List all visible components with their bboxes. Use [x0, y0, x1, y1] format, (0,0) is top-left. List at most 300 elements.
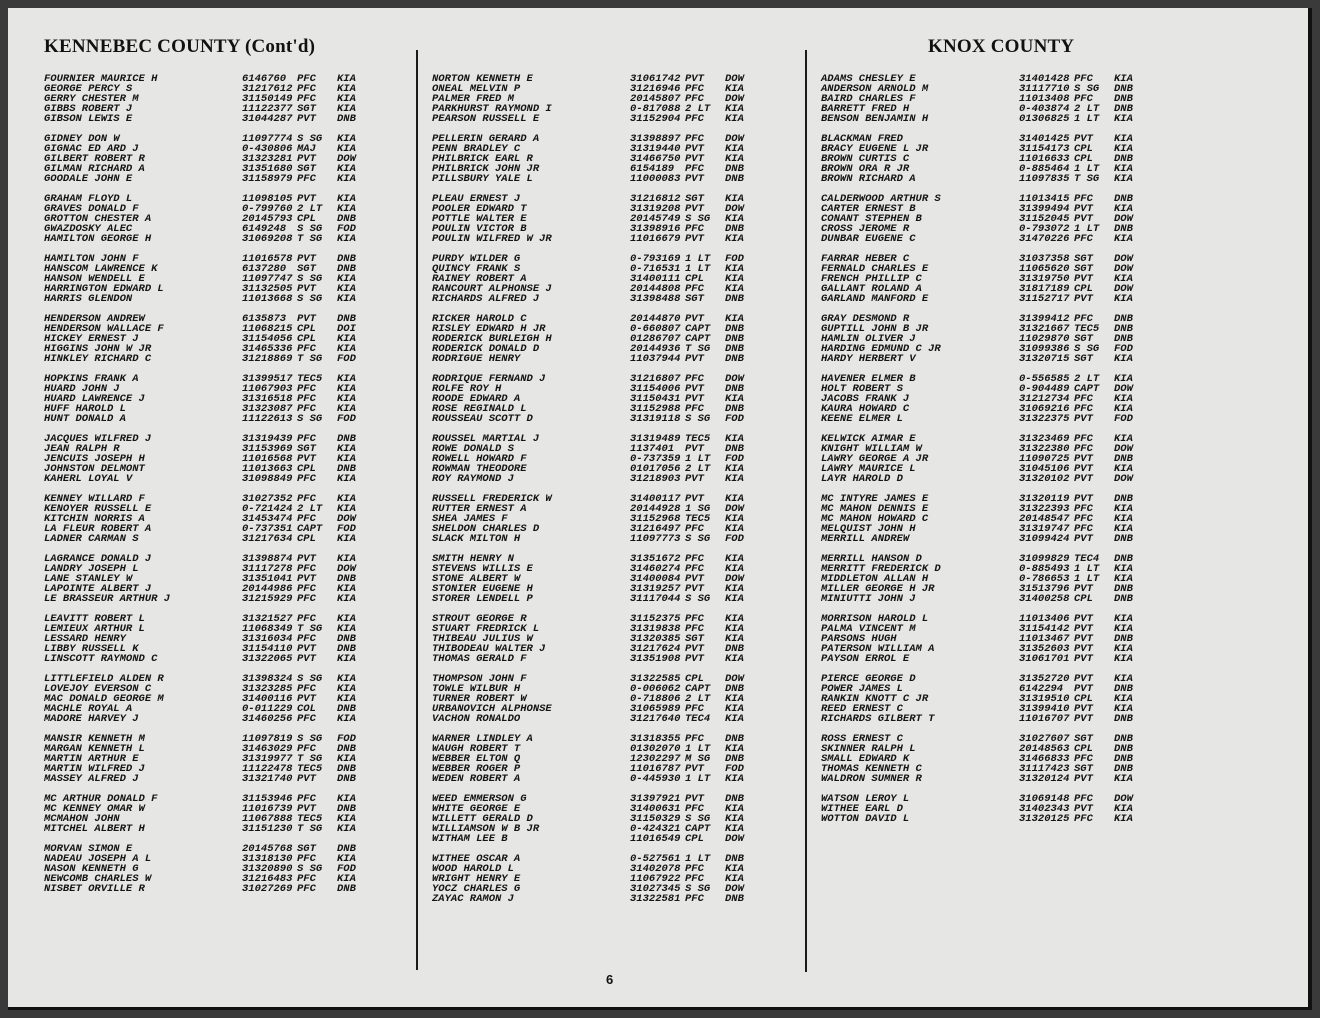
service-number: 31322393	[1019, 503, 1070, 515]
service-number: 0-718806	[630, 693, 681, 705]
roster-entry	[821, 774, 1181, 784]
soldier-name: JENCUIS JOSEPH H	[44, 453, 145, 465]
casualty-type: FOD	[725, 253, 744, 265]
soldier-name: HOPKINS FRANK A	[44, 373, 139, 385]
rank: PFC	[685, 283, 704, 295]
soldier-name: STONIER EUGENE H	[432, 583, 533, 595]
rank: 2 LT	[685, 463, 711, 475]
service-number: 31321740	[242, 773, 293, 785]
soldier-name: LINSCOTT RAYMOND C	[44, 653, 158, 665]
service-number: 31400117	[630, 493, 681, 505]
soldier-name: KAHERL LOYAL V	[44, 473, 133, 485]
service-number: 31152045	[1019, 213, 1070, 225]
service-number: 11067922	[630, 873, 681, 885]
casualty-type: KIA	[337, 453, 356, 465]
soldier-name: BRACY EUGENE L JR	[821, 143, 929, 155]
rank: PFC	[685, 403, 704, 415]
service-number: 31152968	[630, 513, 681, 525]
casualty-type: KIA	[337, 343, 356, 355]
soldier-name: PALMA VINCENT M	[821, 623, 916, 635]
casualty-type: DNB	[725, 293, 744, 305]
casualty-type: KIA	[1114, 773, 1133, 785]
roster-group	[821, 194, 1181, 244]
rank: PFC	[297, 473, 316, 485]
service-number: 01302070	[630, 743, 681, 755]
casualty-type: DNB	[725, 683, 744, 695]
soldier-name: HANSON WENDELL E	[44, 273, 145, 285]
casualty-type: DOW	[337, 563, 356, 575]
casualty-type: DNB	[337, 773, 356, 785]
service-number: 31217624	[630, 643, 681, 655]
soldier-name: HAMILTON GEORGE H	[44, 233, 152, 245]
soldier-name: JEAN RALPH R	[44, 443, 120, 455]
rank: SGT	[685, 193, 704, 205]
rank: PVT	[1074, 643, 1093, 655]
soldier-name: GILMAN RICHARD A	[44, 163, 145, 175]
rank: PFC	[297, 873, 316, 885]
service-number: 31322065	[242, 653, 293, 665]
soldier-name: WATSON LEROY L	[821, 793, 910, 805]
service-number: 11067888	[242, 813, 293, 825]
service-number: 31320124	[1019, 773, 1070, 785]
service-number: 31398488	[630, 293, 681, 305]
soldier-name: HUNT DONALD A	[44, 413, 126, 425]
soldier-name: HOLT ROBERT S	[821, 383, 903, 395]
soldier-name: LADNER CARMAN S	[44, 533, 139, 545]
service-number: 6142294	[1019, 683, 1064, 695]
service-number: 20144870	[630, 313, 681, 325]
roster-group	[44, 434, 404, 484]
service-number: 31351041	[242, 573, 293, 585]
casualty-type: KIA	[337, 143, 356, 155]
roster-group	[44, 314, 404, 364]
service-number: 01017056	[630, 463, 681, 475]
service-number: 11016739	[242, 803, 293, 815]
service-number: 31320125	[1019, 813, 1070, 825]
soldier-name: KENNEY WILLARD F	[44, 493, 145, 505]
soldier-name: STORER LENDELL P	[432, 593, 533, 605]
rank: M SG	[685, 753, 711, 765]
rank: PVT	[1074, 683, 1093, 695]
service-number: 11098105	[242, 193, 293, 205]
soldier-name: LE BRASSEUR ARTHUR J	[44, 593, 171, 605]
rank: 1 LT	[685, 253, 711, 265]
soldier-name: SKINNER RALPH L	[821, 743, 916, 755]
casualty-type: DNB	[1114, 593, 1133, 605]
casualty-type: KIA	[337, 673, 356, 685]
casualty-type: DNB	[337, 703, 356, 715]
column-divider-left	[416, 50, 418, 970]
casualty-type: DNB	[1114, 753, 1133, 765]
service-number: 31319439	[242, 433, 293, 445]
soldier-name: PEARSON RUSSELL E	[432, 113, 540, 125]
soldier-name: CONANT STEPHEN B	[821, 213, 922, 225]
service-number: 20145749	[630, 213, 681, 225]
roster-column-2	[432, 74, 792, 914]
soldier-name: BLACKMAN FRED	[821, 133, 903, 145]
casualty-type: KIA	[337, 173, 356, 185]
casualty-type: KIA	[725, 153, 744, 165]
rank: S SG	[297, 293, 323, 305]
casualty-type: DOW	[725, 203, 744, 215]
soldier-name: BENSON BENJAMIN H	[821, 113, 929, 125]
casualty-type: KIA	[725, 473, 744, 485]
rank: PVT	[685, 173, 704, 185]
casualty-type: KIA	[1114, 403, 1133, 415]
casualty-type: KIA	[725, 433, 744, 445]
service-number: 31045106	[1019, 463, 1070, 475]
roster-page	[8, 8, 1312, 1010]
casualty-type: KIA	[337, 273, 356, 285]
casualty-type: DNB	[337, 463, 356, 475]
soldier-name: NEWCOMB CHARLES W	[44, 873, 152, 885]
soldier-name: FARRAR HEBER C	[821, 253, 910, 265]
service-number: 0-424321	[630, 823, 681, 835]
soldier-name: TOWLE WILBUR H	[432, 683, 521, 695]
roster-group	[821, 554, 1181, 604]
service-number: 11065620	[1019, 263, 1070, 275]
service-number: 6149248	[242, 223, 287, 235]
roster-entry	[432, 774, 792, 784]
soldier-name: KITCHIN NORRIS A	[44, 513, 145, 525]
soldier-name: CROSS JEROME R	[821, 223, 910, 235]
casualty-type: DNB	[725, 443, 744, 455]
rank: PFC	[1074, 503, 1093, 515]
service-number: 11016549	[630, 833, 681, 845]
casualty-type: KIA	[337, 873, 356, 885]
casualty-type: KIA	[725, 263, 744, 275]
service-number: 12302297	[630, 753, 681, 765]
rank: PVT	[685, 573, 704, 585]
service-number: 11013408	[1019, 93, 1070, 105]
soldier-name: LIBBY RUSSELL K	[44, 643, 139, 655]
service-number: 31398874	[242, 553, 293, 565]
casualty-type: KIA	[725, 743, 744, 755]
roster-group	[432, 434, 792, 484]
casualty-type: DNB	[725, 343, 744, 355]
service-number: 11016578	[242, 253, 293, 265]
service-number: 31216807	[630, 373, 681, 385]
soldier-name: LAWRY MAURICE L	[821, 463, 916, 475]
roster-group	[44, 134, 404, 184]
roster-entry	[821, 114, 1181, 124]
rank: PVT	[685, 313, 704, 325]
casualty-type: DNB	[725, 173, 744, 185]
rank: PFC	[1074, 753, 1093, 765]
soldier-name: LANE STANLEY W	[44, 573, 133, 585]
soldier-name: STONE ALBERT W	[432, 573, 521, 585]
service-number: 31398897	[630, 133, 681, 145]
casualty-type: KIA	[725, 653, 744, 665]
soldier-name: RICKER HAROLD C	[432, 313, 527, 325]
roster-entry	[44, 354, 404, 364]
rank: 1 LT	[1074, 163, 1100, 175]
casualty-type: KIA	[725, 703, 744, 715]
casualty-type: KIA	[337, 93, 356, 105]
soldier-name: LA FLEUR ROBERT A	[44, 523, 152, 535]
service-number: 31027269	[242, 883, 293, 895]
rank: PVT	[685, 153, 704, 165]
casualty-type: KIA	[1114, 133, 1133, 145]
casualty-type: KIA	[725, 563, 744, 575]
soldier-name: NADEAU JOSEPH A L	[44, 853, 152, 865]
casualty-type: KIA	[725, 613, 744, 625]
rank: S SG	[297, 223, 323, 235]
service-number: 11016787	[630, 763, 681, 775]
soldier-name: THOMAS GERALD F	[432, 653, 527, 665]
soldier-name: ZAYAC RAMON J	[432, 893, 514, 905]
soldier-name: ONEAL MELVIN P	[432, 83, 521, 95]
service-number: 31402078	[630, 863, 681, 875]
rank: PFC	[297, 343, 316, 355]
casualty-type: DNB	[1114, 333, 1133, 345]
rank: PVT	[1074, 413, 1093, 425]
roster-group	[44, 254, 404, 304]
rank: PVT	[685, 443, 704, 455]
roster-entry	[432, 474, 792, 484]
casualty-type: DNB	[1114, 153, 1133, 165]
roster-column-1	[44, 74, 404, 904]
rank: PFC	[685, 373, 704, 385]
casualty-type: DOI	[337, 323, 356, 335]
casualty-type: FOD	[337, 523, 356, 535]
soldier-name: WITHAM LEE B	[432, 833, 508, 845]
service-number: 0-527561	[630, 853, 681, 865]
service-number: 31150329	[630, 813, 681, 825]
service-number: 31398916	[630, 223, 681, 235]
roster-group	[821, 614, 1181, 664]
rank: PVT	[1074, 293, 1093, 305]
kennebec-county-heading: KENNEBEC COUNTY (Cont'd)	[44, 36, 316, 57]
roster-entry	[432, 414, 792, 424]
rank: T SG	[297, 353, 323, 365]
service-number: 31152375	[630, 613, 681, 625]
rank: CPL	[1074, 283, 1093, 295]
rank: PFC	[297, 403, 316, 415]
soldier-name: THOMPSON JOHN F	[432, 673, 527, 685]
casualty-type: DOW	[1114, 383, 1133, 395]
rank: SGT	[1074, 333, 1093, 345]
service-number: 31401428	[1019, 73, 1070, 85]
service-number: 31400084	[630, 573, 681, 585]
casualty-type: KIA	[337, 73, 356, 85]
casualty-type: FOD	[337, 223, 356, 235]
roster-entry	[44, 654, 404, 664]
casualty-type: KIA	[1114, 643, 1133, 655]
soldier-name: PELLERIN GERARD A	[432, 133, 540, 145]
service-number: 31153946	[242, 793, 293, 805]
casualty-type: KIA	[1114, 293, 1133, 305]
soldier-name: NISBET ORVILLE R	[44, 883, 145, 895]
rank: PFC	[297, 433, 316, 445]
soldier-name: MERRILL ANDREW	[821, 533, 910, 545]
casualty-type: KIA	[337, 553, 356, 565]
service-number: 31817189	[1019, 283, 1070, 295]
rank: PVT	[1074, 533, 1093, 545]
service-number: 0-006062	[630, 683, 681, 695]
rank: PFC	[1074, 813, 1093, 825]
roster-group	[821, 434, 1181, 484]
service-number: 31218869	[242, 353, 293, 365]
soldier-name: MASSEY ALFRED J	[44, 773, 139, 785]
soldier-name: RAINEY ROBERT A	[432, 273, 527, 285]
rank: PVT	[1074, 463, 1093, 475]
soldier-name: URBANOVICH ALPHONSE	[432, 703, 552, 715]
casualty-type: DNB	[337, 263, 356, 275]
rank: PVT	[685, 583, 704, 595]
soldier-name: RANCOURT ALPHONSE J	[432, 283, 552, 295]
casualty-type: DNB	[725, 403, 744, 415]
service-number: 11013406	[1019, 613, 1070, 625]
rank: PFC	[685, 223, 704, 235]
service-number: 11029870	[1019, 333, 1070, 345]
rank: 2 LT	[1074, 103, 1100, 115]
soldier-name: SHEA JAMES F	[432, 513, 508, 525]
rank: 1 LT	[1074, 573, 1100, 585]
service-number: 31212734	[1019, 393, 1070, 405]
soldier-name: WALDRON SUMNER R	[821, 773, 922, 785]
casualty-type: KIA	[337, 823, 356, 835]
casualty-type: DNB	[337, 113, 356, 125]
casualty-type: DOW	[1114, 213, 1133, 225]
rank: SGT	[297, 443, 316, 455]
service-number: 31117044	[630, 593, 681, 605]
casualty-type: KIA	[725, 633, 744, 645]
casualty-type: DNB	[1114, 553, 1133, 565]
service-number: 31027345	[630, 883, 681, 895]
rank: TEC5	[685, 513, 711, 525]
roster-entry	[44, 474, 404, 484]
casualty-type: DNB	[1114, 193, 1133, 205]
roster-group	[432, 374, 792, 424]
soldier-name: BAIRD CHARLES F	[821, 93, 916, 105]
rank: CPL	[685, 673, 704, 685]
soldier-name: LEAVITT ROBERT L	[44, 613, 145, 625]
soldier-name: QUINCY FRANK S	[432, 263, 521, 275]
service-number: 31132505	[242, 283, 293, 295]
rank: PVT	[1074, 803, 1093, 815]
rank: CPL	[1074, 143, 1093, 155]
soldier-name: ROWMAN THEODORE	[432, 463, 527, 475]
rank: S SG	[297, 413, 323, 425]
service-number: 31027352	[242, 493, 293, 505]
casualty-type: KIA	[725, 773, 744, 785]
rank: CPL	[297, 323, 316, 335]
casualty-type: DOW	[1114, 263, 1133, 275]
soldier-name: HARRIS GLENDON	[44, 293, 133, 305]
rank: S SG	[1074, 83, 1100, 95]
casualty-type: DNB	[725, 643, 744, 655]
soldier-name: DUNBAR EUGENE C	[821, 233, 916, 245]
soldier-name: STUART FREDRICK L	[432, 623, 540, 635]
casualty-type: DOW	[725, 73, 744, 85]
rank: CAPT	[297, 523, 323, 535]
soldier-name: RISLEY EDWARD H JR	[432, 323, 546, 335]
soldier-name: MORVAN SIMON E	[44, 843, 133, 855]
casualty-type: DNB	[725, 893, 744, 905]
soldier-name: ROSE REGINALD L	[432, 403, 527, 415]
service-number: 31320385	[630, 633, 681, 645]
service-number: 0-885464	[1019, 163, 1070, 175]
casualty-type: DNB	[1114, 83, 1133, 95]
rank: PFC	[685, 133, 704, 145]
casualty-type: KIA	[725, 233, 744, 245]
soldier-name: MARTIN WILFRED J	[44, 763, 145, 775]
casualty-type: KIA	[1114, 463, 1133, 475]
service-number: 20145793	[242, 213, 293, 225]
rank: CPL	[1074, 693, 1093, 705]
soldier-name: VACHON RONALDO	[432, 713, 521, 725]
rank: PVT	[297, 253, 316, 265]
soldier-name: LAWRY GEORGE A JR	[821, 453, 929, 465]
casualty-type: KIA	[337, 373, 356, 385]
rank: PVT	[1074, 273, 1093, 285]
rank: PVT	[1074, 633, 1093, 645]
rank: PFC	[297, 513, 316, 525]
casualty-type: KIA	[337, 163, 356, 175]
casualty-type: DNB	[725, 383, 744, 395]
soldier-name: MIDDLETON ALLAN H	[821, 573, 929, 585]
casualty-type: DOW	[725, 573, 744, 585]
rank: CAPT	[685, 323, 711, 335]
service-number: 31217612	[242, 83, 293, 95]
casualty-type: DNB	[337, 253, 356, 265]
service-number: 20144936	[630, 343, 681, 355]
service-number: 11016568	[242, 453, 293, 465]
casualty-type: KIA	[1114, 113, 1133, 125]
service-number: 31151230	[242, 823, 293, 835]
casualty-type: FOD	[1114, 343, 1133, 355]
casualty-type: FOD	[1114, 413, 1133, 425]
roster-entry	[432, 714, 792, 724]
roster-entry	[432, 354, 792, 364]
soldier-name: PALMER FRED M	[432, 93, 514, 105]
soldier-name: WHITE GEORGE E	[432, 803, 521, 815]
casualty-type: KIA	[725, 803, 744, 815]
roster-group	[432, 794, 792, 844]
roster-entry	[44, 714, 404, 724]
soldier-name: MILLER GEORGE H JR	[821, 583, 935, 595]
service-number: 31152717	[1019, 293, 1070, 305]
rank: PVT	[297, 803, 316, 815]
casualty-type: KIA	[1114, 653, 1133, 665]
service-number: 31460256	[242, 713, 293, 725]
service-number: 31099386	[1019, 343, 1070, 355]
service-number: 20148547	[1019, 513, 1070, 525]
rank: T SG	[297, 623, 323, 635]
rank: PVT	[297, 643, 316, 655]
service-number: 31322375	[1019, 413, 1070, 425]
service-number: 20145768	[242, 843, 293, 855]
rank: TEC5	[685, 433, 711, 445]
casualty-type: DNB	[1114, 323, 1133, 335]
rank: PFC	[685, 93, 704, 105]
soldier-name: WARNER LINDLEY A	[432, 733, 533, 745]
rank: SGT	[1074, 733, 1093, 745]
soldier-name: PLEAU ERNEST J	[432, 193, 521, 205]
service-number: 11067903	[242, 383, 293, 395]
casualty-type: KIA	[337, 383, 356, 395]
service-number: 31319838	[630, 623, 681, 635]
soldier-name: MACHLE ROYAL A	[44, 703, 133, 715]
casualty-type: KIA	[725, 553, 744, 565]
rank: PFC	[297, 713, 316, 725]
service-number: 31322585	[630, 673, 681, 685]
roster-group	[821, 374, 1181, 424]
rank: PVT	[1074, 583, 1093, 595]
rank: T SG	[297, 233, 323, 245]
service-number: 6135873	[242, 313, 287, 325]
